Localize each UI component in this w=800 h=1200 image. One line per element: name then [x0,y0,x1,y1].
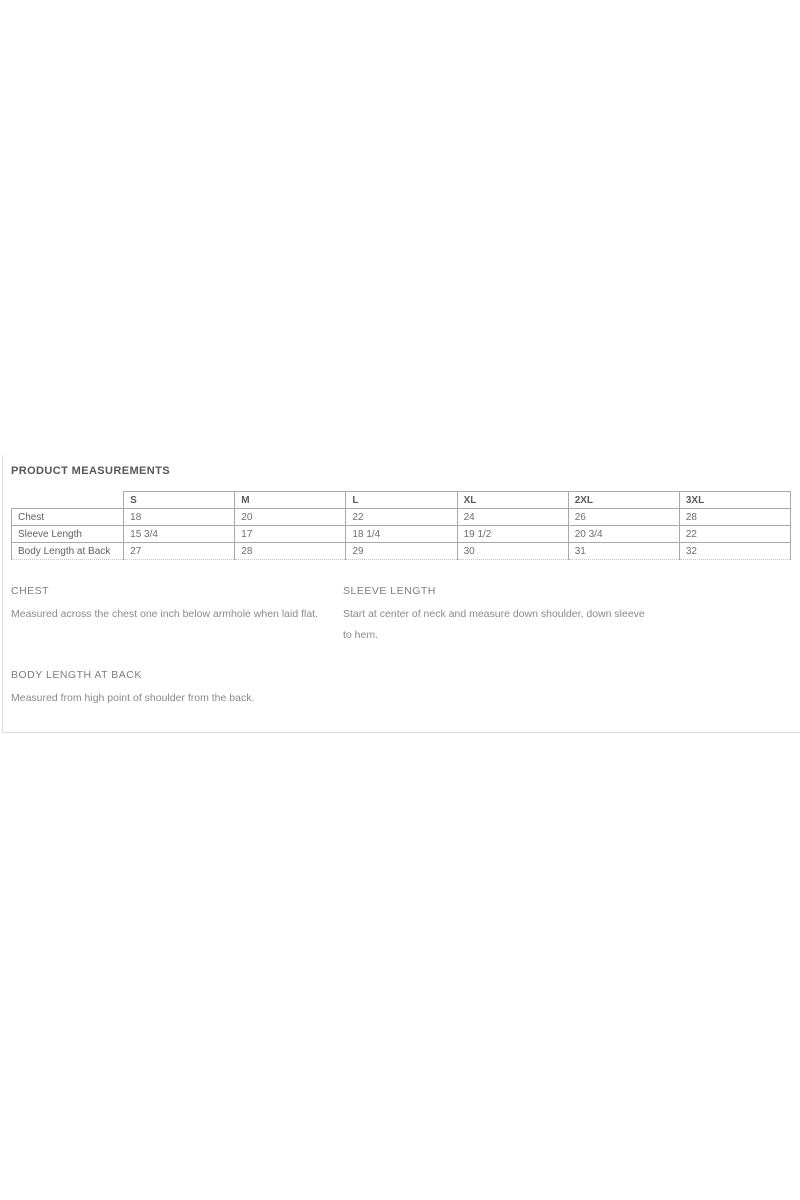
definition-term: SLEEVE LENGTH [343,585,436,597]
measurement-definitions [11,585,792,709]
table-row-sleeve-length [12,526,791,543]
measurement-value: 24 [457,509,568,526]
measurement-value: 26 [568,509,679,526]
definition-term: CHEST [11,585,50,597]
size-column-header: L [346,492,457,509]
definition-body-length [11,669,343,709]
measurement-value: 32 [679,543,790,560]
measurement-value: 22 [346,509,457,526]
size-column-header: 2XL [568,492,679,509]
definition-description: Start at center of neck and measure down shoulder, down sleeve to hem. [343,608,645,641]
measurement-value: 30 [457,543,568,560]
measurement-value: 15 3/4 [124,526,235,543]
measurement-value: 17 [235,526,346,543]
size-column-header: XL [457,492,568,509]
row-label: Body Length at Back [12,543,124,560]
table-row-body-length [12,543,791,560]
size-column-header: 3XL [679,492,790,509]
measurement-value: 18 [124,509,235,526]
definition-term: BODY LENGTH AT BACK [11,669,142,681]
definition-description: Measured from high point of shoulder from the back. [11,692,255,704]
size-column-header: M [235,492,346,509]
size-chart-table [11,491,791,560]
definition-description: Measured across the chest one inch below armhole when laid flat. [11,608,319,620]
measurement-value: 29 [346,543,457,560]
measurement-value: 28 [679,509,790,526]
size-chart-header-row [12,492,791,509]
measurement-value: 22 [679,526,790,543]
measurement-value: 20 3/4 [568,526,679,543]
measurement-value: 27 [124,543,235,560]
table-row-chest [12,509,791,526]
definition-chest [11,585,343,646]
definition-sleeve-length [343,585,792,646]
measurement-value: 28 [235,543,346,560]
product-measurements-panel [2,455,800,733]
measurement-value: 19 1/2 [457,526,568,543]
measurement-value: 20 [235,509,346,526]
row-label: Chest [12,509,124,526]
measurement-value: 31 [568,543,679,560]
row-label: Sleeve Length [12,526,124,543]
size-column-header: S [124,492,235,509]
panel-title: PRODUCT MEASUREMENTS [11,465,170,477]
blank-corner-cell [12,492,124,509]
measurement-value: 18 1/4 [346,526,457,543]
